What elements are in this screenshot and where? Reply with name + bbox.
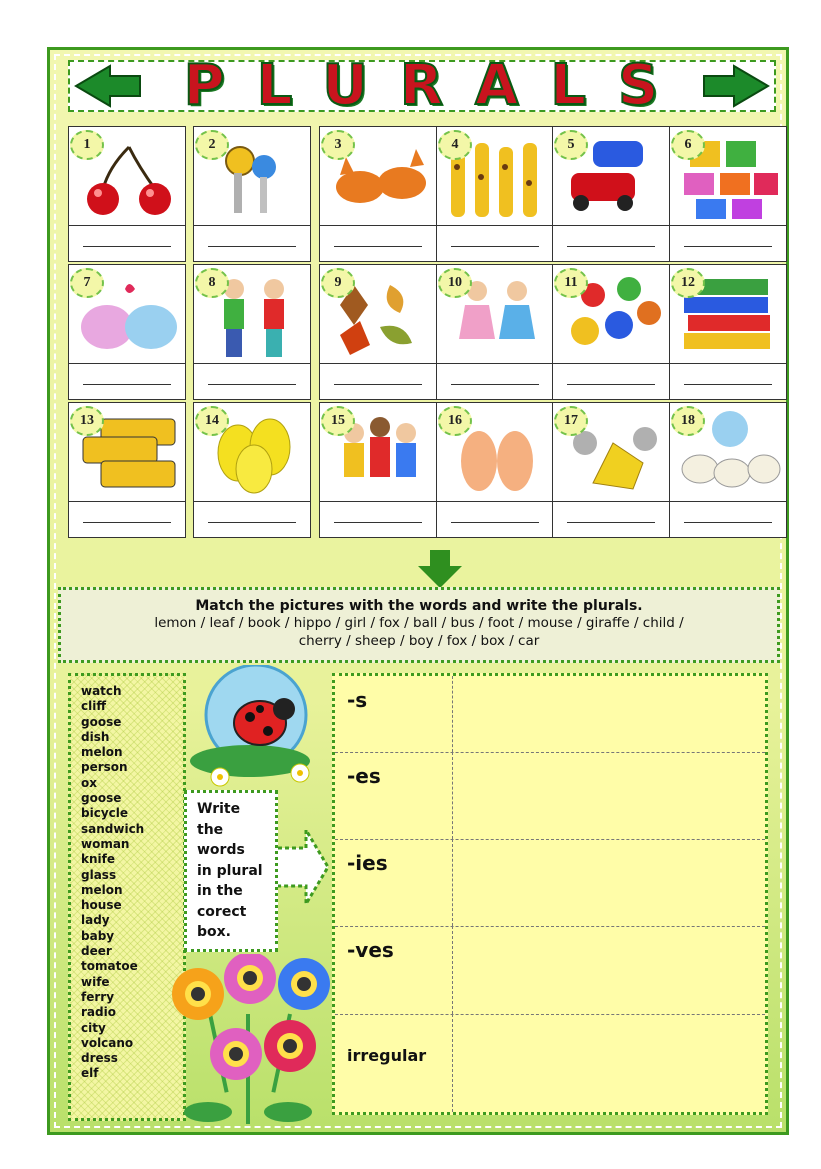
answer-box[interactable] [669, 502, 787, 538]
word-list-item: ox [81, 775, 97, 790]
picture-cell [193, 126, 311, 274]
word-list-item: wife [81, 974, 110, 989]
answer-box[interactable] [319, 226, 437, 262]
picture-cell [552, 126, 670, 274]
answer-box[interactable] [319, 502, 437, 538]
note-line: box. [197, 924, 231, 940]
word-list-item: bicycle [81, 806, 129, 821]
picture-number: 14 [195, 406, 229, 436]
picture-number: 12 [671, 268, 705, 298]
picture-cell [552, 402, 670, 550]
word-bank-line-1: lemon / leaf / book / hippo / girl / fox / ball / bus / foot / mouse / giraffe / child / [154, 615, 684, 631]
flowers-icon [168, 954, 334, 1130]
picture-cell [319, 264, 437, 412]
category-label: -ves [347, 938, 394, 962]
word-list-item: dress [81, 1051, 118, 1066]
picture-cell [552, 264, 670, 412]
word-list-item: dish [81, 729, 110, 744]
word-list-item: woman [81, 836, 130, 851]
picture-cell [319, 402, 437, 550]
answer-box[interactable] [319, 364, 437, 400]
picture-number: 9 [321, 268, 355, 298]
word-list-item: radio [81, 1005, 116, 1020]
arrow-icon [70, 53, 774, 118]
picture-number: 8 [195, 268, 229, 298]
word-list-item: city [81, 1020, 106, 1035]
category-row [335, 752, 765, 840]
answer-area[interactable] [452, 926, 765, 1014]
answer-box[interactable] [68, 226, 186, 262]
word-list-item: melon [81, 882, 123, 897]
title-banner [68, 53, 776, 118]
answer-box[interactable] [193, 502, 311, 538]
note-line: the [197, 821, 224, 838]
instructions-heading: Match the pictures with the words and write the plurals. [195, 598, 643, 614]
answer-box[interactable] [669, 364, 787, 400]
category-row [335, 1014, 765, 1112]
answer-box[interactable] [68, 364, 186, 400]
note-line: in the [197, 883, 243, 899]
picture-cell [436, 402, 554, 550]
answer-line [334, 246, 422, 247]
answer-box[interactable] [552, 364, 670, 400]
picture-number: 7 [70, 268, 104, 298]
note-line: words [197, 842, 245, 858]
word-list-item: melon [81, 745, 123, 760]
category-row [335, 676, 765, 753]
word-list-item: house [81, 898, 122, 913]
picture-number: 1 [70, 130, 104, 160]
word-list-item: ferry [81, 989, 115, 1004]
picture-number: 13 [70, 406, 104, 436]
picture-cell [68, 402, 186, 550]
word-list-item: watch [81, 684, 122, 698]
answer-box[interactable] [552, 226, 670, 262]
picture-number: 15 [321, 406, 355, 436]
word-list-item: volcano [81, 1035, 134, 1050]
answer-line [208, 522, 296, 523]
word-list-item: tomatoe [81, 959, 138, 974]
word-list-item: sandwich [81, 821, 145, 836]
answer-line [567, 522, 655, 523]
word-list-item: deer [81, 944, 112, 959]
instruction-note [184, 790, 278, 952]
category-label: -s [347, 688, 368, 712]
ladybug-icon [190, 665, 330, 789]
answer-line [451, 522, 539, 523]
page-title: PLURALS [183, 53, 691, 118]
worksheet-page [47, 47, 789, 1135]
category-row [335, 839, 765, 927]
word-list-item: goose [81, 791, 122, 806]
picture-cell [193, 402, 311, 550]
picture-cell [669, 264, 787, 412]
answer-area[interactable] [452, 839, 765, 926]
picture-number: 2 [195, 130, 229, 160]
word-list-item: person [81, 760, 128, 775]
answer-line [684, 522, 772, 523]
word-list-item: cliff [81, 699, 107, 714]
answer-box[interactable] [436, 502, 554, 538]
arrow-down-icon [416, 550, 464, 590]
answer-line [567, 246, 655, 247]
word-bank-line-2: cherry / sheep / boy / fox / box / car [298, 633, 540, 649]
answer-area[interactable] [452, 752, 765, 839]
picture-number: 5 [554, 130, 588, 160]
word-list-item: elf [81, 1066, 99, 1081]
picture-number: 11 [554, 268, 588, 298]
answer-line [208, 384, 296, 385]
picture-cell [68, 264, 186, 412]
picture-number: 4 [438, 130, 472, 160]
answer-line [684, 246, 772, 247]
answer-box[interactable] [552, 502, 670, 538]
answer-line [83, 384, 171, 385]
word-list-item: lady [81, 913, 110, 928]
note-line: corect [197, 903, 247, 920]
picture-cell [193, 264, 311, 412]
word-list-item: goose [81, 714, 122, 729]
picture-number: 10 [438, 268, 472, 298]
word-list-item: glass [81, 867, 117, 882]
category-label: irregular [347, 1046, 427, 1065]
note-line: in plural [197, 862, 263, 879]
answer-line [208, 246, 296, 247]
category-label: -es [347, 764, 381, 788]
instructions-box [58, 587, 780, 663]
note-line: Write [197, 801, 241, 817]
category-label: -ies [347, 851, 388, 875]
answer-line [684, 384, 772, 385]
answer-box[interactable] [669, 226, 787, 262]
answer-area[interactable] [452, 676, 765, 752]
picture-cell [669, 126, 787, 274]
picture-number: 3 [321, 130, 355, 160]
answer-line [451, 246, 539, 247]
picture-cell [436, 264, 554, 412]
category-row [335, 926, 765, 1015]
word-list-item: knife [81, 852, 115, 867]
answer-line [451, 384, 539, 385]
answer-box[interactable] [193, 364, 311, 400]
answer-line [567, 384, 655, 385]
picture-cell [669, 402, 787, 550]
word-list-item: baby [81, 928, 115, 943]
plural-endings-table [332, 673, 768, 1115]
picture-number: 17 [554, 406, 588, 436]
answer-box[interactable] [436, 364, 554, 400]
picture-number: 16 [438, 406, 472, 436]
answer-box[interactable] [193, 226, 311, 262]
arrow-right-icon [276, 826, 332, 908]
picture-cell [319, 126, 437, 274]
answer-line [334, 522, 422, 523]
picture-number: 18 [671, 406, 705, 436]
picture-cell [68, 126, 186, 274]
answer-box[interactable] [436, 226, 554, 262]
answer-box[interactable] [68, 502, 186, 538]
answer-line [83, 522, 171, 523]
answer-line [334, 384, 422, 385]
answer-line [83, 246, 171, 247]
picture-cell [436, 126, 554, 274]
picture-number: 6 [671, 130, 705, 160]
answer-area[interactable] [452, 1014, 765, 1112]
